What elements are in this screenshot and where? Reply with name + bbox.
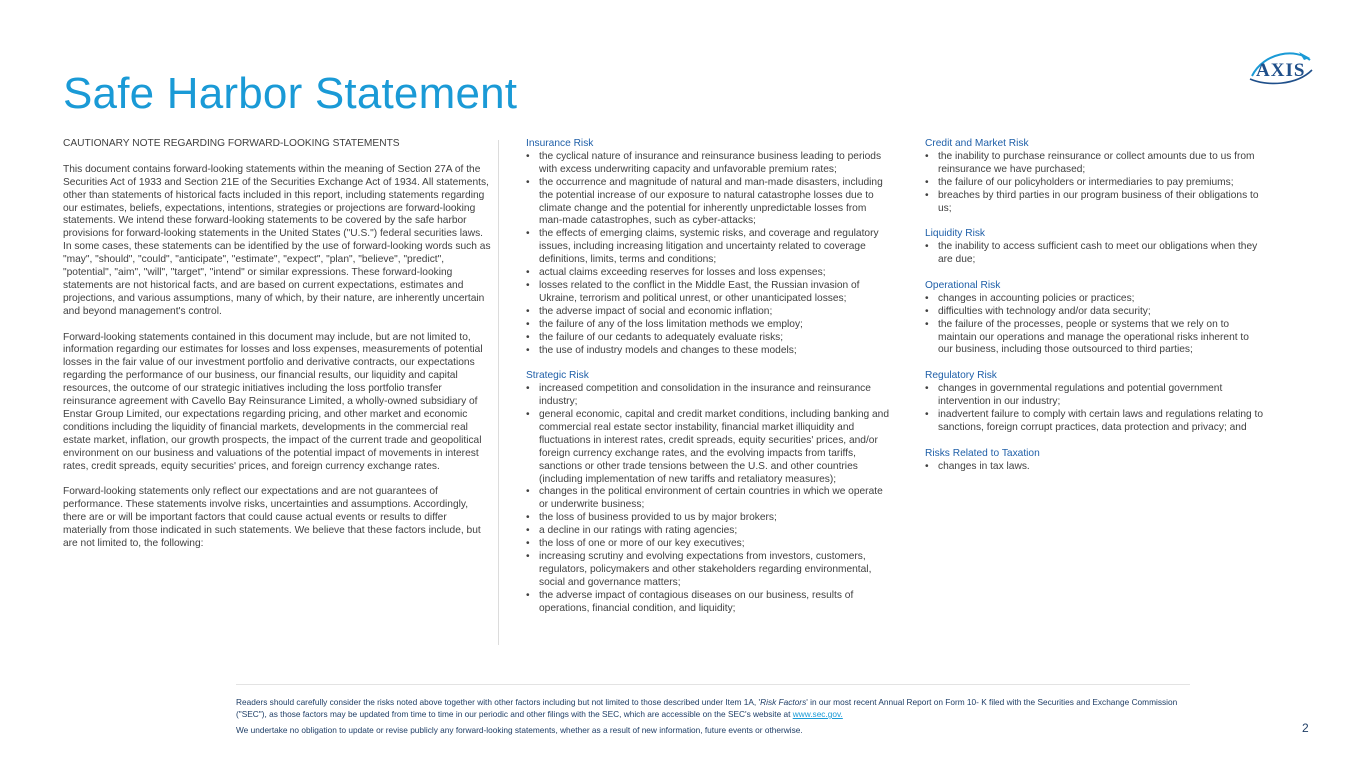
insurance-risk-list: [526, 151, 890, 358]
sec-website-link[interactable]: www.sec.gov.: [792, 709, 843, 719]
list-item: • the inability to purchase reinsurance or collect amounts due to us from reinsurance we have purchased;: [925, 151, 1265, 177]
list-item: • changes in tax laws.: [925, 461, 1265, 474]
list-item: • the failure of the processes, people or systems that we rely on to maintain our operations and manage the operational risks inherent to our business, including those outsourced to third parties;: [925, 319, 1265, 358]
list-item: • the failure of our cedants to adequately evaluate risks;: [526, 332, 890, 345]
liquidity-risk-heading: Liquidity Risk: [925, 228, 986, 240]
list-item: • increased competition and consolidation in the insurance and reinsurance industry;: [526, 383, 890, 409]
list-item: • the failure of any of the loss limitation methods we employ;: [526, 319, 890, 332]
paragraph: Forward-looking statements contained in this document may include, but are not limited to, information regarding our estimates for losses and loss expenses, measurements of potential losses in the fair value of our investment portfolio and derivative contracts, our expectations regarding the performance of our business, our financial results, our liquidity and capital resources, the outcome of our strategic initiatives including the loss portfolio transfer reinsurance agreement with Cavello Bay Reinsurance Limited, a wholly-owned subsidiary of Enstar Group Limited, our expectations regarding pricing, and other market and economic conditions including the liquidity of financial markets, developments in the commercial real estate market, inflation, our growth prospects, the impact of the current trade and geopolitical environment on our business and valuations of the potential impact of movements in interest rates, credit spreads, equity securities' prices, and foreign currency exchange rates.: [63, 331, 483, 472]
footer-risk-note: [236, 696, 1196, 720]
strategic-risk-heading: Strategic Risk: [526, 370, 589, 382]
list-item: • difficulties with technology and/or data security;: [925, 306, 1265, 319]
list-item: • losses related to the conflict in the Middle East, the Russian invasion of Ukraine, terrorism and political unrest, or other unanticipated losses;: [526, 280, 890, 306]
list-item: • a decline in our ratings with rating agencies;: [526, 525, 890, 538]
footer: [236, 696, 1196, 736]
list-item: • breaches by third parties in our program business of their obligations to us;: [925, 190, 1265, 216]
list-item: • inadvertent failure to comply with certain laws and regulations relating to sanctions, foreign corrupt practices, data protection and privacy; and: [925, 409, 1265, 435]
cautionary-heading: CAUTIONARY NOTE REGARDING FORWARD-LOOKING STATEMENTS: [63, 138, 400, 149]
footer-text: ' in our most recent Annual Report on Form 10- K filed with the Securities and Exchange Commission ("SEC"), as those factors may be updated from time to time in our periodic and other filings with the SEC, which are accessible on the SEC's website at: [236, 697, 1178, 719]
paragraph: Forward-looking statements only reflect our expectations and are not guarantees of performance. These statements involve risks, uncertainties and assumptions. Accordingly, there are or will be important factors that could cause actual events or results to differ materially from those indicated in such statements. We believe that these factors include, but are not limited to, the following:: [63, 486, 481, 550]
list-item: • the failure of our policyholders or intermediaries to pay premiums;: [925, 177, 1265, 190]
axis-logo: [1244, 46, 1316, 90]
list-item: • the cyclical nature of insurance and reinsurance business leading to periods with excess underwriting capacity and unfavorable premium rates;: [526, 151, 890, 177]
liquidity-risk-list: [925, 241, 1265, 267]
footer-no-obligation: We undertake no obligation to update or revise publicly any forward-looking statements, whether as a result of new information, future events or otherwise.: [236, 725, 803, 735]
risk-column-middle: [526, 138, 890, 628]
strategic-risk-list: [526, 383, 890, 615]
list-item: • the loss of business provided to us by major brokers;: [526, 512, 890, 525]
list-item: • changes in governmental regulations and potential government intervention in our industry;: [925, 383, 1265, 409]
taxation-risk-list: [925, 461, 1265, 474]
cautionary-note-column: [63, 138, 491, 564]
list-item: • the occurrence and magnitude of natural and man-made disasters, including the potential increase of our exposure to natural catastrophe losses due to climate change and the potential for inherently unpredictable losses from man-made catastrophes, such as cyber-attacks;: [526, 177, 890, 229]
page-number: 2: [1302, 721, 1309, 735]
operational-risk-list: [925, 293, 1265, 358]
list-item: • the inability to access sufficient cash to meet our obligations when they are due;: [925, 241, 1265, 267]
credit-market-risk-heading: Credit and Market Risk: [925, 138, 1029, 149]
taxation-risk-heading: Risks Related to Taxation: [925, 447, 1040, 459]
list-item: • the effects of emerging claims, systemic risks, and coverage and regulatory issues, including increasing litigation and uncertainty related to coverage definitions, limits, terms and conditions;: [526, 228, 890, 267]
list-item: • the use of industry models and changes to these models;: [526, 345, 890, 358]
paragraph: This document contains forward-looking statements within the meaning of Section 27A of the Securities Act of 1933 and Section 21E of the Securities Exchange Act of 1934. All statements, other than statements of historical facts included in this report, including statements regarding our estimates, beliefs, expectations, intentions, strategies or projections are forward-looking statements. We intend these forward-looking statements to be covered by the safe harbor provisions for forward-looking statements in the United States ("U.S.") federal securities laws. In some cases, these statements can be identified by the use of forward-looking words such as "may", "should", "could", "anticipate", "estimate", "expect", "plan", "believe", "predict", "potential", "aim", "will", "target", "intend" or similar expressions. These forward-looking statements are not historical facts, and are based on current expectations, estimates and projections, and various assumptions, many of which, by their nature, are inherently uncertain and beyond management's control.: [63, 163, 491, 317]
footer-divider: [236, 684, 1190, 685]
operational-risk-heading: Operational Risk: [925, 279, 1001, 291]
credit-market-risk-list: [925, 151, 1265, 216]
list-item: • changes in the political environment of certain countries in which we operate or underwrite business;: [526, 486, 890, 512]
list-item: • the adverse impact of contagious diseases on our business, results of operations, financial condition, and liquidity;: [526, 590, 890, 616]
footer-text: Readers should carefully consider the risks noted above together with other factors including but not limited to those described under Item 1A, ': [236, 697, 761, 707]
list-item: • increasing scrutiny and evolving expectations from investors, customers, regulators, policymakers and other stakeholders regarding environmental, social and governance matters;: [526, 551, 890, 590]
risk-column-right: [925, 138, 1265, 486]
regulatory-risk-heading: Regulatory Risk: [925, 370, 997, 382]
page-title: Safe Harbor Statement: [63, 69, 518, 118]
column-divider: [498, 140, 499, 645]
list-item: • the loss of one or more of our key executives;: [526, 538, 890, 551]
list-item: • the adverse impact of social and economic inflation;: [526, 306, 890, 319]
footer-risk-factors: Risk Factors: [760, 697, 807, 707]
logo-text: AXIS: [1256, 60, 1306, 81]
list-item: • changes in accounting policies or practices;: [925, 293, 1265, 306]
insurance-risk-heading: Insurance Risk: [526, 138, 594, 149]
regulatory-risk-list: [925, 383, 1265, 435]
list-item: • actual claims exceeding reserves for losses and loss expenses;: [526, 267, 890, 280]
list-item: • general economic, capital and credit market conditions, including banking and commercial real estate sector instability, financial market illiquidity and fluctuations in interest rates, credit spreads, equity securities' prices, and/or foreign currency exchange rates, and the evolving impacts from tariffs, sanctions or other trade tensions between the U.S. and other countries (including implementation of new tariffs and retaliatory measures);: [526, 409, 890, 486]
